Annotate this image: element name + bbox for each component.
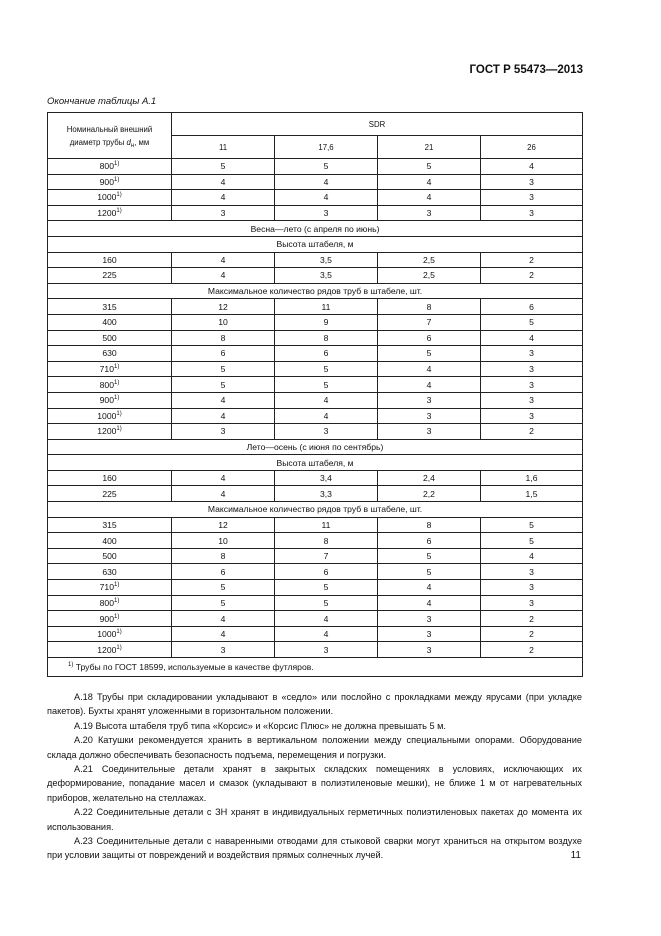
section-title-cell: Высота штабеля, м — [48, 455, 583, 471]
value-cell: 1,6 — [481, 470, 583, 486]
table-row — [48, 533, 583, 549]
diameter-cell: 225 — [48, 268, 172, 284]
document-code: ГОСТ Р 55473—2013 — [469, 64, 583, 76]
diameter-cell: 800$^{1)}$ — [48, 595, 172, 611]
season-title-cell: Весна—лето (с апреля по июнь) — [48, 221, 583, 237]
sdr-value: 17,6 — [275, 136, 378, 159]
diameter-cell: 1000$^{1)}$ — [48, 408, 172, 424]
diameter-cell: 630 — [48, 564, 172, 580]
value-cell: 5 — [172, 377, 275, 393]
diameter-cell: 500 — [48, 330, 172, 346]
value-cell: 5 — [481, 517, 583, 533]
value-cell: 3 — [378, 642, 481, 658]
value-cell: 7 — [378, 314, 481, 330]
value-cell: 4 — [172, 252, 275, 268]
diameter-cell: 160 — [48, 470, 172, 486]
value-cell: 10 — [172, 533, 275, 549]
table-row — [48, 564, 583, 580]
value-cell: 3 — [378, 626, 481, 642]
diameter-cell: 315 — [48, 517, 172, 533]
value-cell: 3 — [275, 424, 378, 440]
value-cell: 6 — [275, 564, 378, 580]
value-cell: 5 — [481, 314, 583, 330]
diameter-cell: 900$^{1)}$ — [48, 611, 172, 627]
value-cell: 3 — [378, 408, 481, 424]
diameter-cell: 1000$^{1)}$ — [48, 626, 172, 642]
value-cell: 8 — [275, 533, 378, 549]
value-cell: 4 — [275, 611, 378, 627]
diameter-cell: 800$^{1)}$ — [48, 159, 172, 175]
value-cell: 3 — [378, 424, 481, 440]
value-cell: 4 — [172, 268, 275, 284]
value-cell: 2 — [481, 642, 583, 658]
diameter-cell: 1200$^{1)}$ — [48, 642, 172, 658]
table-row — [48, 580, 583, 596]
value-cell: 4 — [275, 174, 378, 190]
value-cell: 2,4 — [378, 470, 481, 486]
value-cell: 10 — [172, 314, 275, 330]
value-cell: 4 — [378, 190, 481, 206]
value-cell: 5 — [275, 361, 378, 377]
value-cell: 3,5 — [275, 252, 378, 268]
table-row — [48, 174, 583, 190]
value-cell: 2 — [481, 252, 583, 268]
diameter-cell: 900$^{1)}$ — [48, 174, 172, 190]
value-cell: 4 — [378, 580, 481, 596]
value-cell: 3 — [481, 190, 583, 206]
paragraph-a22: А.22 Соединительные детали с ЗН хранят в индивидуальных герметичных полиэтиленовых пакетах до момента их использования. — [47, 807, 582, 832]
diameter-cell: 630 — [48, 346, 172, 362]
table-row — [48, 314, 583, 330]
value-cell: 5 — [172, 595, 275, 611]
section-title-cell: Высота штабеля, м — [48, 236, 583, 252]
value-cell: 5 — [172, 361, 275, 377]
diameter-cell: 1200$^{1)}$ — [48, 424, 172, 440]
section-title — [48, 236, 583, 252]
diameter-cell: 225 — [48, 486, 172, 502]
section-title-cell: Максимальное количество рядов труб в штабеле, шт. — [48, 283, 583, 299]
value-cell: 3 — [275, 205, 378, 221]
value-cell: 3 — [378, 392, 481, 408]
season-title-cell: Лето—осень (с июня по сентябрь) — [48, 439, 583, 455]
value-cell: 4 — [172, 408, 275, 424]
table-row — [48, 595, 583, 611]
value-cell: 3 — [378, 611, 481, 627]
value-cell: 3 — [172, 642, 275, 658]
paragraph-a18: А.18 Трубы при складировании укладывают в «седло» или послойно с прокладками между ярусами (при укладке пакетов). Бухты хранят уложенными в горизонтальном положении. — [47, 692, 582, 717]
season-title — [48, 221, 583, 237]
value-cell: 4 — [378, 174, 481, 190]
value-cell: 6 — [378, 330, 481, 346]
diameter-cell: 160 — [48, 252, 172, 268]
value-cell: 4 — [378, 377, 481, 393]
table-row — [48, 392, 583, 408]
value-cell: 4 — [481, 330, 583, 346]
value-cell: 6 — [275, 346, 378, 362]
value-cell: 8 — [172, 548, 275, 564]
value-cell: 5 — [172, 159, 275, 175]
value-cell: 3 — [172, 205, 275, 221]
value-cell: 3 — [481, 205, 583, 221]
sdr-value: 11 — [172, 136, 275, 159]
value-cell: 4 — [172, 611, 275, 627]
value-cell: 2 — [481, 424, 583, 440]
value-cell: 7 — [275, 548, 378, 564]
value-cell: 4 — [172, 626, 275, 642]
value-cell: 4 — [172, 190, 275, 206]
value-cell: 4 — [172, 470, 275, 486]
value-cell: 11 — [275, 517, 378, 533]
diameter-cell: 710$^{1)}$ — [48, 361, 172, 377]
section-title — [48, 502, 583, 518]
value-cell: 6 — [172, 564, 275, 580]
page-number: 11 — [570, 850, 581, 861]
value-cell: 12 — [172, 517, 275, 533]
table-row — [48, 205, 583, 221]
value-cell: 2,5 — [378, 268, 481, 284]
value-cell: 9 — [275, 314, 378, 330]
paragraph-a21: А.21 Соединительные детали хранят в закрытых складских помещениях в условиях, исключающих их деформирование, попадание масел и смазок (укладывают в полиэтиленовые мешки), не ближе 1 м от нагревательных приборов, желательно на стеллажах. — [47, 764, 582, 803]
table-row — [48, 626, 583, 642]
value-cell: 2 — [481, 268, 583, 284]
table-row — [48, 190, 583, 206]
value-cell: 2 — [481, 626, 583, 642]
table-row — [48, 361, 583, 377]
table-footnote: $^{1)}$ Трубы по ГОСТ 18599, используемые в качестве футляров. — [48, 658, 583, 677]
diameter-cell: 500 — [48, 548, 172, 564]
storage-table — [47, 112, 583, 677]
value-cell: 6 — [378, 533, 481, 549]
value-cell: 3 — [481, 174, 583, 190]
value-cell: 11 — [275, 299, 378, 315]
value-cell: 5 — [275, 377, 378, 393]
value-cell: 4 — [378, 361, 481, 377]
value-cell: 3 — [275, 642, 378, 658]
value-cell: 2,2 — [378, 486, 481, 502]
table-row — [48, 548, 583, 564]
value-cell: 1,5 — [481, 486, 583, 502]
sdr-value: 21 — [378, 136, 481, 159]
value-cell: 5 — [275, 595, 378, 611]
body-text — [47, 690, 582, 863]
value-cell: 5 — [378, 564, 481, 580]
value-cell: 4 — [275, 392, 378, 408]
value-cell: 3 — [481, 595, 583, 611]
value-cell: 3 — [172, 424, 275, 440]
table-row — [48, 159, 583, 175]
table-row — [48, 486, 583, 502]
value-cell: 3 — [481, 408, 583, 424]
diameter-cell: 1000$^{1)}$ — [48, 190, 172, 206]
value-cell: 4 — [172, 174, 275, 190]
table-row — [48, 470, 583, 486]
table-row — [48, 346, 583, 362]
value-cell: 4 — [275, 626, 378, 642]
value-cell: 3 — [481, 361, 583, 377]
diameter-cell: 900$^{1)}$ — [48, 392, 172, 408]
value-cell: 5 — [275, 580, 378, 596]
footnote-row — [48, 658, 583, 677]
value-cell: 3 — [481, 392, 583, 408]
value-cell: 2,5 — [378, 252, 481, 268]
value-cell: 5 — [481, 533, 583, 549]
value-cell: 6 — [481, 299, 583, 315]
section-title-cell: Максимальное количество рядов труб в штабеле, шт. — [48, 502, 583, 518]
value-cell: 8 — [378, 517, 481, 533]
table-row — [48, 330, 583, 346]
value-cell: 3 — [481, 346, 583, 362]
value-cell: 8 — [378, 299, 481, 315]
value-cell: 4 — [481, 159, 583, 175]
value-cell: 5 — [378, 548, 481, 564]
value-cell: 5 — [378, 346, 481, 362]
paragraph-a19: А.19 Высота штабеля труб типа «Корсис» и «Корсис Плюс» не должна превышать 5 м. — [74, 720, 446, 731]
value-cell: 5 — [172, 580, 275, 596]
diameter-header: Номинальный внешний диаметр трубы $d_н$, мм — [48, 113, 172, 159]
value-cell: 3 — [481, 377, 583, 393]
table-row — [48, 268, 583, 284]
value-cell: 4 — [172, 486, 275, 502]
value-cell: 4 — [275, 190, 378, 206]
value-cell: 4 — [275, 408, 378, 424]
diameter-cell: 400 — [48, 314, 172, 330]
value-cell: 5 — [275, 159, 378, 175]
value-cell: 3,3 — [275, 486, 378, 502]
value-cell: 3,5 — [275, 268, 378, 284]
diameter-cell: 400 — [48, 533, 172, 549]
value-cell: 4 — [378, 595, 481, 611]
value-cell: 2 — [481, 611, 583, 627]
table-row — [48, 299, 583, 315]
value-cell: 4 — [172, 392, 275, 408]
table-row — [48, 377, 583, 393]
value-cell: 5 — [378, 159, 481, 175]
value-cell: 3,4 — [275, 470, 378, 486]
value-cell: 8 — [275, 330, 378, 346]
diameter-cell: 315 — [48, 299, 172, 315]
section-title — [48, 455, 583, 471]
table-row — [48, 408, 583, 424]
table-row — [48, 252, 583, 268]
season-title — [48, 439, 583, 455]
value-cell: 8 — [172, 330, 275, 346]
sdr-value: 26 — [481, 136, 583, 159]
table-caption: Окончание таблицы А.1 — [47, 96, 157, 107]
paragraph-a23: А.23 Соединительные детали с наваренными отводами для стыковой сварки могут храниться на открытом воздухе при условии защиты от повреждений и воздействия прямых солнечных лучей. — [47, 836, 582, 861]
paragraph-a20: А.20 Катушки рекомендуется хранить в вертикальном положении между специальными опорами. Оборудование склада должно обеспечивать безопасность подъема, перемещения и погрузки. — [47, 735, 582, 760]
value-cell: 3 — [481, 564, 583, 580]
value-cell: 3 — [378, 205, 481, 221]
diameter-cell: 800$^{1)}$ — [48, 377, 172, 393]
value-cell: 12 — [172, 299, 275, 315]
value-cell: 3 — [481, 580, 583, 596]
table-row — [48, 611, 583, 627]
section-title — [48, 283, 583, 299]
table-row — [48, 642, 583, 658]
table-row — [48, 517, 583, 533]
table-row — [48, 424, 583, 440]
sdr-header: SDR — [172, 113, 583, 136]
diameter-cell: 1200$^{1)}$ — [48, 205, 172, 221]
value-cell: 6 — [172, 346, 275, 362]
value-cell: 4 — [481, 548, 583, 564]
diameter-cell: 710$^{1)}$ — [48, 580, 172, 596]
